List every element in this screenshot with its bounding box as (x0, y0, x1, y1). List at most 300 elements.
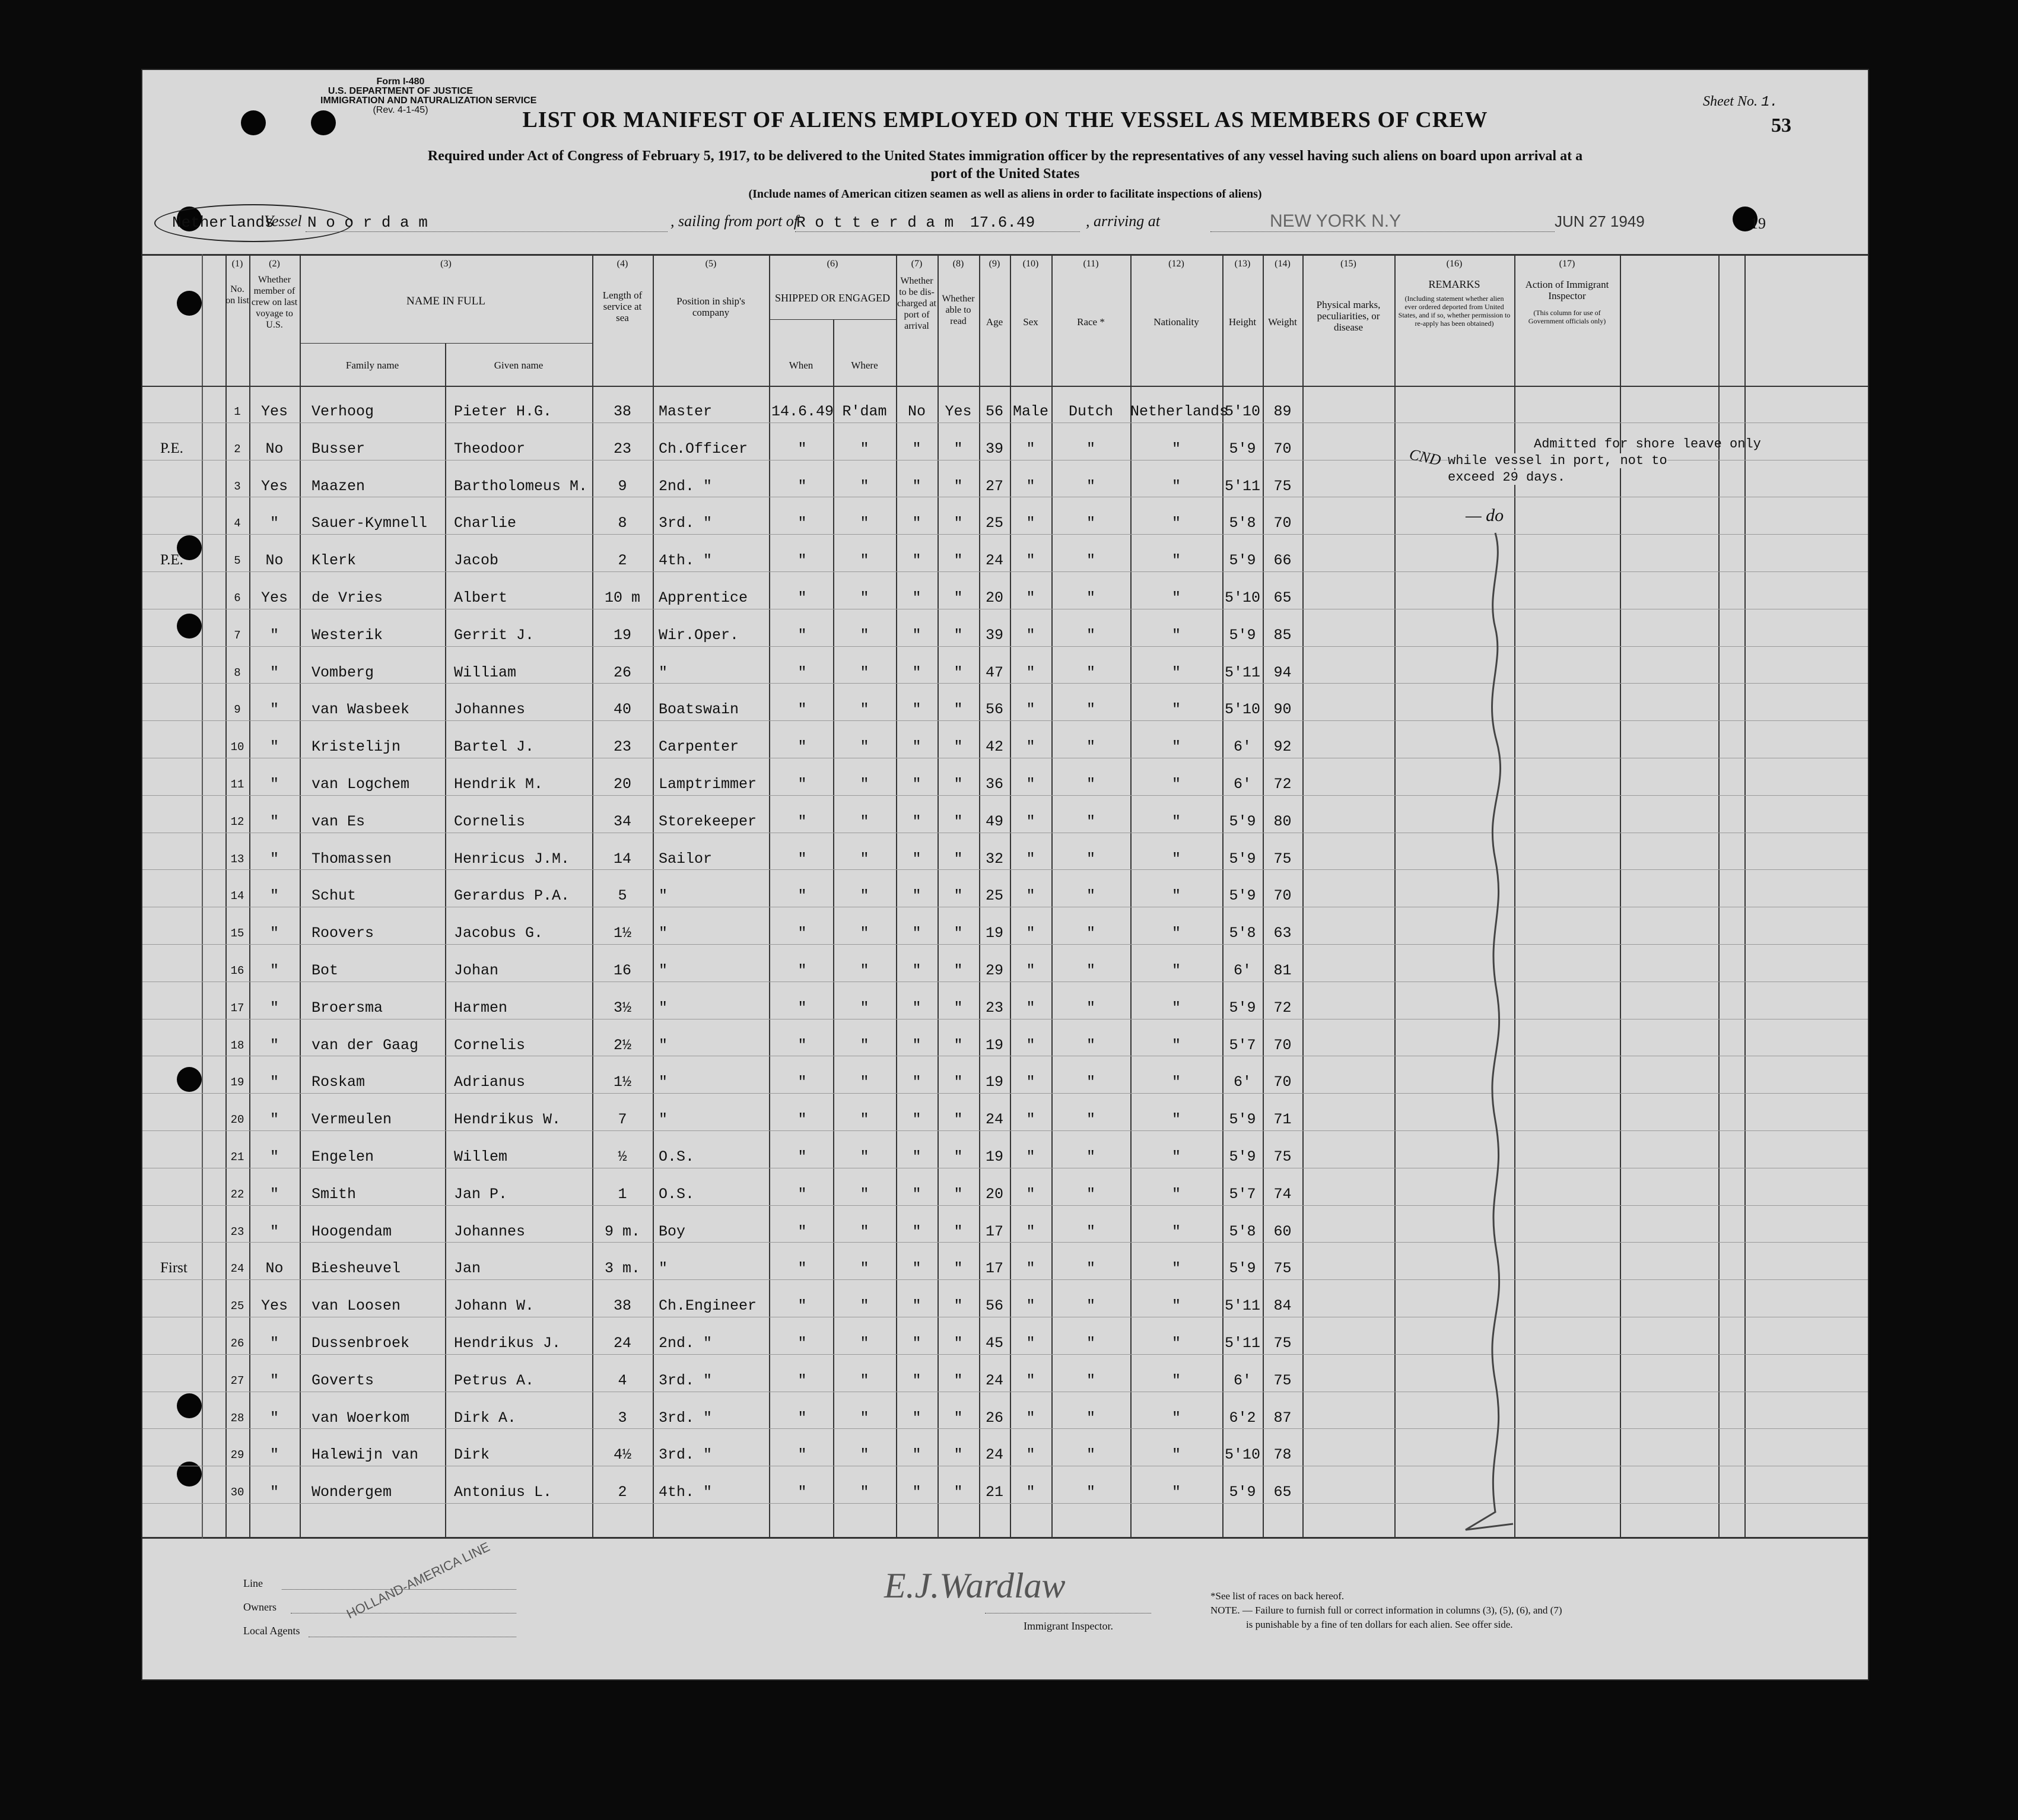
remarks-ditto-wavy-line (1430, 527, 1549, 1565)
cell-race: " (1086, 440, 1095, 458)
cell-sex: " (1026, 477, 1035, 495)
cell-sex: " (1026, 1297, 1035, 1315)
cell-family: Bot (312, 962, 339, 979)
cell-sex: " (1026, 1148, 1035, 1165)
cell-prior: No (265, 1260, 284, 1278)
cell-nat: Netherlands (1130, 403, 1229, 420)
cell-no: 5 (234, 554, 241, 568)
cell-given: Johannes (454, 1222, 526, 1240)
hdr-length-service: Length of service at sea (602, 290, 643, 323)
cell-position: Storekeeper (659, 812, 757, 830)
cell-prior: Yes (260, 477, 288, 495)
cell-position: Boy (659, 1222, 686, 1240)
cell-height: 5'9 (1229, 440, 1256, 458)
cell-service: 3 m. (604, 1260, 640, 1278)
cell-position: O.S. (659, 1148, 695, 1165)
cell-no: 18 (230, 1038, 244, 1052)
cell-service: 2 (618, 552, 627, 570)
hdr-where: Where (851, 360, 878, 371)
cell-given: Harmen (454, 999, 508, 1017)
cell-age: 56 (985, 1297, 1003, 1315)
cell-no: 10 (230, 741, 244, 754)
cell-when: " (797, 1371, 807, 1389)
cell-position: " (659, 1073, 668, 1091)
cell-where: " (860, 738, 869, 756)
cell-no: 15 (230, 927, 244, 941)
cell-when: " (797, 1222, 807, 1240)
cell-nat: " (1171, 738, 1181, 756)
table-row (142, 387, 1744, 425)
cell-height: 5'9 (1229, 887, 1256, 905)
cell-service: 5 (618, 887, 627, 905)
cell-when: " (797, 925, 807, 942)
cell-nat: " (1171, 850, 1181, 868)
cell-weight: 75 (1273, 1335, 1292, 1352)
cell-when: " (797, 850, 807, 868)
cell-disch: " (912, 776, 921, 793)
voyage-line (154, 211, 1851, 235)
cell-given: Johan (454, 962, 499, 979)
cell-position: Lamptrimmer (659, 776, 757, 793)
cell-read: Yes (945, 403, 972, 420)
cell-read: " (954, 477, 963, 495)
cell-sex: " (1026, 1185, 1035, 1203)
cell-family: Sauer-Kymnell (312, 514, 428, 532)
table-bottom-rule (142, 1537, 1868, 1539)
cell-age: 19 (985, 1148, 1003, 1165)
cell-no: 29 (230, 1449, 244, 1462)
cell-where: " (860, 552, 869, 570)
cell-read: " (954, 1073, 963, 1091)
hdr-sex: Sex (1023, 316, 1038, 328)
cell-family: van Es (312, 812, 366, 830)
cell-read: " (954, 663, 963, 681)
cell-sex: " (1026, 1222, 1035, 1240)
cell-sex: " (1026, 999, 1035, 1017)
cell-position: Ch.Engineer (659, 1297, 757, 1315)
cell-when: " (797, 887, 807, 905)
cell-read: " (954, 1260, 963, 1278)
cell-given: Bartel J. (454, 738, 535, 756)
cell-family: de Vries (312, 589, 383, 606)
hdr-no-on-list: No. on list (225, 284, 249, 306)
cell-height: 6' (1233, 962, 1251, 979)
cell-disch: " (912, 1484, 921, 1501)
arrival-underline (1210, 231, 1555, 232)
cell-position: Carpenter (659, 738, 739, 756)
remarks-initials: CND (1407, 445, 1443, 469)
hdr-height: Height (1228, 316, 1257, 328)
cell-weight: 72 (1273, 776, 1292, 793)
cell-where: " (860, 1111, 869, 1129)
cell-service: 4 (618, 1371, 627, 1389)
cell-age: 29 (985, 962, 1003, 979)
cell-disch: No (907, 403, 926, 420)
sailing-underline (795, 231, 1080, 232)
cell-nat: " (1171, 1185, 1181, 1203)
hdr-name-in-full: NAME IN FULL (406, 295, 485, 307)
vessel-underline (306, 231, 668, 232)
cell-nat: " (1171, 1335, 1181, 1352)
cell-race: " (1086, 663, 1095, 681)
cell-sex: " (1026, 701, 1035, 719)
cell-sex: " (1026, 776, 1035, 793)
cell-height: 5'8 (1229, 925, 1256, 942)
hdr-race: Race * (1077, 316, 1105, 328)
cell-service: 10 m (604, 589, 640, 606)
page-number: 53 (1771, 115, 1791, 136)
cell-when: " (797, 440, 807, 458)
colnum-7: (7) (911, 259, 923, 269)
sheet-label: Sheet No. (1703, 94, 1758, 109)
cell-weight: 70 (1273, 1073, 1292, 1091)
cell-sex: " (1026, 887, 1035, 905)
cell-family: Engelen (312, 1148, 374, 1165)
sailing-date: 17.6.49 (970, 214, 1035, 231)
cell-position: " (659, 1111, 668, 1129)
colnum-4: (4) (616, 259, 628, 269)
cell-race: " (1086, 1297, 1095, 1315)
cell-read: " (954, 701, 963, 719)
cell-age: 42 (985, 738, 1003, 756)
cell-where: " (860, 1036, 869, 1054)
colnum-10: (10) (1022, 259, 1039, 269)
cell-age: 17 (985, 1260, 1003, 1278)
cell-sex: " (1026, 738, 1035, 756)
colnum-3: (3) (440, 259, 452, 269)
cell-when: " (797, 1297, 807, 1315)
colnum-6: (6) (827, 259, 838, 269)
sailing-label: , sailing from port of (670, 212, 799, 230)
cell-where: " (860, 1148, 869, 1165)
sailing-port: R o t t e r d a m (796, 214, 954, 231)
cell-age: 24 (985, 1446, 1003, 1464)
cell-position: " (659, 663, 668, 681)
cell-disch: " (912, 626, 921, 644)
cell-position: " (659, 1260, 668, 1278)
cell-read: " (954, 440, 963, 458)
header-bottom-rule (142, 386, 1868, 387)
cell-service: 26 (613, 663, 631, 681)
arrival-date-stamp: JUN 27 1949 (1555, 212, 1645, 230)
cell-when: " (797, 812, 807, 830)
cell-race: " (1086, 1260, 1095, 1278)
cell-sex: " (1026, 1484, 1035, 1501)
cell-no: 12 (230, 815, 244, 828)
cell-no: 4 (234, 517, 241, 531)
cell-disch: " (912, 701, 921, 719)
cell-family: van Woerkom (312, 1409, 410, 1427)
cell-race: " (1086, 738, 1095, 756)
cell-weight: 94 (1273, 663, 1292, 681)
cell-prior: " (269, 812, 279, 830)
cell-prior: " (269, 1371, 279, 1389)
cell-prior: " (269, 999, 279, 1017)
cell-disch: " (912, 850, 921, 868)
cell-read: " (954, 925, 963, 942)
cell-given: Hendrikus J. (454, 1335, 561, 1352)
cell-given: Jacobus G. (454, 925, 544, 942)
cell-given: Charlie (454, 514, 517, 532)
footnote-penalty-cont: is punishable by a fine of ten dollars for each alien. See offer side. (1246, 1619, 1513, 1630)
cell-race: " (1086, 701, 1095, 719)
cell-age: 19 (985, 1073, 1003, 1091)
cell-prior: " (269, 738, 279, 756)
cell-family: Klerk (312, 552, 357, 570)
cell-disch: " (912, 1335, 921, 1352)
cell-weight: 75 (1273, 1371, 1292, 1389)
hdr-nationality: Nationality (1153, 316, 1199, 328)
cell-service: 3 (618, 1409, 627, 1427)
cell-family: Biesheuvel (312, 1260, 401, 1278)
hdr-shipped-engaged: SHIPPED OR ENGAGED (774, 292, 890, 304)
colnum-1: (1) (231, 259, 243, 269)
colnum-8: (8) (952, 259, 964, 269)
cell-disch: " (912, 1036, 921, 1054)
cell-service: 23 (613, 738, 631, 756)
cell-given: Antonius L. (454, 1484, 552, 1501)
cell-read: " (954, 812, 963, 830)
cell-read: " (954, 1446, 963, 1464)
hdr-position: Position in ship's company (676, 296, 745, 318)
cell-position: Master (659, 403, 713, 420)
cell-nat: " (1171, 1222, 1181, 1240)
cell-given: William (454, 663, 517, 681)
cell-read: " (954, 1222, 963, 1240)
cell-height: 6' (1233, 776, 1251, 793)
cell-disch: " (912, 440, 921, 458)
cell-family: van der Gaag (312, 1036, 419, 1054)
cell-service: 14 (613, 850, 631, 868)
cell-disch: " (912, 1073, 921, 1091)
cell-given: Johann W. (454, 1297, 535, 1315)
cell-prior: " (269, 925, 279, 942)
cell-prior: " (269, 663, 279, 681)
cell-no: 22 (230, 1187, 244, 1201)
colnum-15: (15) (1340, 259, 1356, 269)
cell-read: " (954, 1409, 963, 1427)
cell-where: " (860, 440, 869, 458)
cell-disch: " (912, 812, 921, 830)
cell-where: " (860, 1297, 869, 1315)
sheet-value: 1. (1760, 94, 1778, 110)
cell-given: Albert (454, 589, 508, 606)
cell-where: " (860, 477, 869, 495)
cell-nat: " (1171, 999, 1181, 1017)
cell-family: Westerik (312, 626, 383, 644)
cell-family: van Logchem (312, 776, 410, 793)
cell-when: " (797, 1111, 807, 1129)
cell-family: Roovers (312, 925, 374, 942)
cell-where: " (860, 812, 869, 830)
cell-prior: Yes (260, 1297, 288, 1315)
cell-service: 1½ (613, 1073, 631, 1091)
hdr-physical: Physical marks, peculiarities, or disease (1316, 299, 1381, 333)
cell-sex: Male (1012, 403, 1048, 420)
cell-age: 23 (985, 999, 1003, 1017)
footnote-penalty: NOTE. — Failure to furnish full or correct information in columns (3), (5), (6), and (7) (1210, 1605, 1562, 1616)
cell-when: " (797, 1335, 807, 1352)
cell-nat: " (1171, 552, 1181, 570)
cell-no: 14 (230, 890, 244, 903)
cell-service: 38 (613, 1297, 631, 1315)
footnote-races: *See list of races on back hereof. (1210, 1590, 1345, 1602)
cell-position: O.S. (659, 1185, 695, 1203)
cell-prior: " (269, 1185, 279, 1203)
cell-weight: 70 (1273, 514, 1292, 532)
cell-race: " (1086, 589, 1095, 606)
vessel-flag: Netherlands (172, 214, 274, 231)
cell-when: " (797, 701, 807, 719)
cell-where: R'dam (842, 403, 887, 420)
cell-sex: " (1026, 812, 1035, 830)
cell-age: 56 (985, 701, 1003, 719)
cell-sex: " (1026, 1036, 1035, 1054)
cell-no: 7 (234, 628, 241, 642)
cell-family: Schut (312, 887, 357, 905)
cell-where: " (860, 701, 869, 719)
cell-given: Willem (454, 1148, 508, 1165)
cell-weight: 72 (1273, 999, 1292, 1017)
cell-position: Ch.Officer (659, 440, 748, 458)
page-title: LIST OR MANIFEST OF ALIENS EMPLOYED ON THE VESSEL AS MEMBERS OF CREW (522, 107, 1488, 132)
cell-given: Bartholomeus M. (454, 477, 588, 495)
cell-given: Jacob (454, 552, 499, 570)
owner-stamp: HOLLAND-AMERICA LINE (344, 1539, 492, 1622)
cell-race: " (1086, 1371, 1095, 1389)
cell-position: 4th. " (659, 1484, 713, 1501)
cell-disch: " (912, 962, 921, 979)
cell-age: 24 (985, 1111, 1003, 1129)
cell-service: 9 m. (604, 1222, 640, 1240)
cell-race: " (1086, 514, 1095, 532)
cell-prior: Yes (260, 403, 288, 420)
cell-given: Henricus J.M. (454, 850, 570, 868)
cell-prior: " (269, 1484, 279, 1501)
cell-nat: " (1171, 1111, 1181, 1129)
cell-where: " (860, 962, 869, 979)
cell-position: 2nd. " (659, 477, 713, 495)
cell-height: 6'2 (1229, 1409, 1256, 1427)
cell-sex: " (1026, 626, 1035, 644)
hdr-weight: Weight (1268, 316, 1297, 328)
cell-race: " (1086, 962, 1095, 979)
cell-height: 6' (1233, 1371, 1251, 1389)
cell-disch: " (912, 887, 921, 905)
cell-height: 5'11 (1224, 477, 1260, 495)
cell-family: Vermeulen (312, 1111, 392, 1129)
cell-given: Dirk (454, 1446, 490, 1464)
cell-position: " (659, 925, 668, 942)
cell-age: 20 (985, 589, 1003, 606)
cell-sex: " (1026, 589, 1035, 606)
cell-position: 4th. " (659, 552, 713, 570)
hdr-action: Action of Immigrant Inspector (1525, 279, 1609, 301)
cell-weight: 63 (1273, 925, 1292, 942)
cell-race: " (1086, 776, 1095, 793)
cell-no: 3 (234, 479, 241, 493)
cell-race: " (1086, 1222, 1095, 1240)
remarks-line-3: exceed 29 days. (1448, 470, 1566, 485)
cell-weight: 65 (1273, 589, 1292, 606)
cell-prior: " (269, 1222, 279, 1240)
cell-disch: " (912, 1222, 921, 1240)
cell-disch: " (912, 999, 921, 1017)
colnum-11: (11) (1083, 259, 1099, 269)
cell-age: 47 (985, 663, 1003, 681)
cell-disch: " (912, 477, 921, 495)
cell-height: 5'8 (1229, 514, 1256, 532)
cell-nat: " (1171, 514, 1181, 532)
footer-agents-label: Local Agents (243, 1625, 300, 1637)
cell-age: 24 (985, 1371, 1003, 1389)
cell-height: 5'9 (1229, 1148, 1256, 1165)
cell-prior: Yes (260, 589, 288, 606)
cell-nat: " (1171, 925, 1181, 942)
remarks-ditto: — do (1466, 506, 1504, 525)
cell-service: 23 (613, 440, 631, 458)
cell-race: " (1086, 1073, 1095, 1091)
colnum-5: (5) (705, 259, 717, 269)
cell-disch: " (912, 1148, 921, 1165)
cell-weight: 81 (1273, 962, 1292, 979)
cell-when: " (797, 477, 807, 495)
cell-family: Wondergem (312, 1484, 392, 1501)
cell-race: " (1086, 1036, 1095, 1054)
cell-nat: " (1171, 626, 1181, 644)
hdr-when: When (789, 360, 813, 371)
cell-family: Maazen (312, 477, 366, 495)
cell-sex: " (1026, 552, 1035, 570)
cell-where: " (860, 514, 869, 532)
cell-family: Dussenbroek (312, 1335, 410, 1352)
cell-weight: 74 (1273, 1185, 1292, 1203)
cell-no: 28 (230, 1411, 244, 1425)
colnum-2: (2) (269, 259, 280, 269)
name-sub-rule (300, 343, 592, 344)
cell-disch: " (912, 1260, 921, 1278)
cell-prior: " (269, 1446, 279, 1464)
cell-position: " (659, 1036, 668, 1054)
cell-no: 1 (234, 405, 241, 418)
cell-age: 27 (985, 477, 1003, 495)
cell-sex: " (1026, 962, 1035, 979)
cell-service: 3½ (613, 999, 631, 1017)
cell-service: 9 (618, 477, 627, 495)
cell-position: Apprentice (659, 589, 748, 606)
cell-height: 5'10 (1224, 701, 1260, 719)
cell-given: Cornelis (454, 1036, 526, 1054)
cell-weight: 66 (1273, 552, 1292, 570)
cell-prior: No (265, 552, 284, 570)
cell-where: " (860, 776, 869, 793)
cell-prior: " (269, 850, 279, 868)
cell-service: 8 (618, 514, 627, 532)
cell-nat: " (1171, 589, 1181, 606)
cell-no: 24 (230, 1262, 244, 1276)
cell-nat: " (1171, 1297, 1181, 1315)
cell-read: " (954, 738, 963, 756)
cell-height: 5'11 (1224, 1335, 1260, 1352)
cell-read: " (954, 1371, 963, 1389)
cell-weight: 71 (1273, 1111, 1292, 1129)
cell-prior: " (269, 887, 279, 905)
cell-no: 20 (230, 1113, 244, 1127)
cell-height: 5'7 (1229, 1036, 1256, 1054)
cell-read: " (954, 887, 963, 905)
remarks-line-2: while vessel in port, not to (1448, 453, 1667, 468)
cell-age: 45 (985, 1335, 1003, 1352)
